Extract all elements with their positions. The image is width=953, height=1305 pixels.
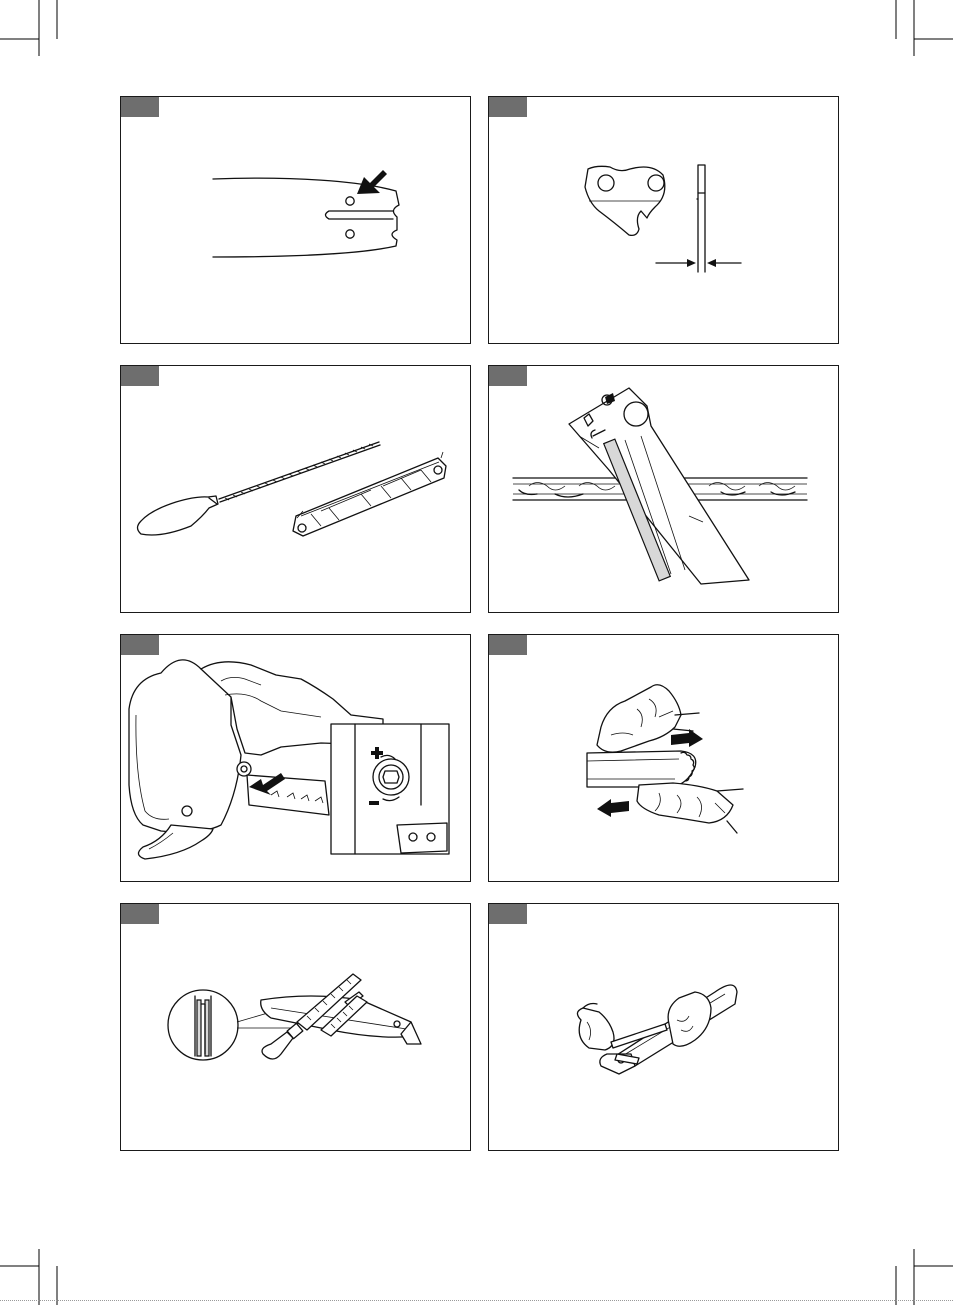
guide-bar-oil-hole-icon [121,97,472,345]
drive-link-gauge-icon [489,97,840,345]
figure-bar-oil-hole [120,96,471,344]
figure-chain-tension-check [488,634,839,882]
file-holder-on-chain-icon [489,366,840,614]
bar-edge-filing-icon [489,904,840,1152]
bottom-dotted-rule [0,1300,953,1305]
figure-bar-groove-cleaning [120,903,471,1151]
tension-adjust-screw-icon [121,635,472,883]
figure-bar-edge-filing [488,903,839,1151]
figure-drive-link-gauge [488,96,839,344]
round-file-holder-icon [121,366,472,614]
bar-groove-flat-file-icon [121,904,472,1152]
figure-file-on-chain [488,365,839,613]
figure-file-and-holder [120,365,471,613]
figure-chain-tension-screw [120,634,471,882]
gloved-hands-chain-icon [489,635,840,883]
